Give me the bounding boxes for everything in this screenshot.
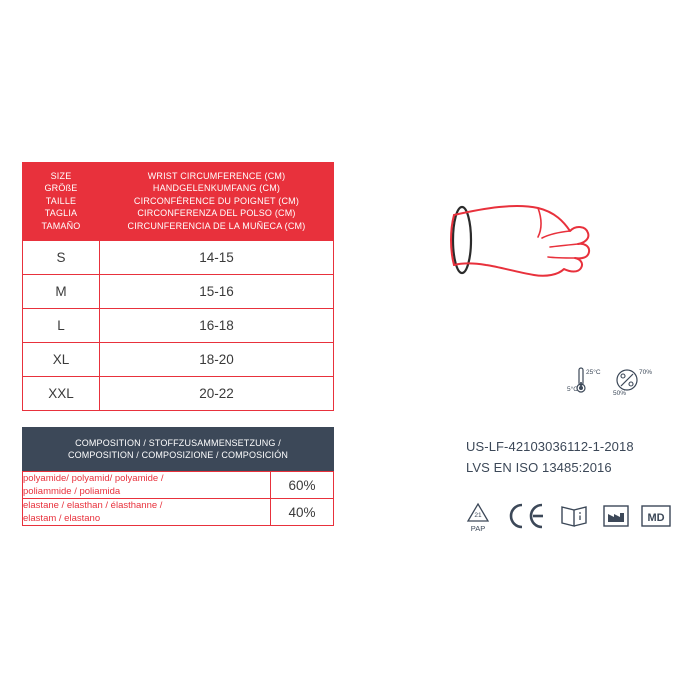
manufacturer-symbol: [604, 506, 628, 526]
measurement-value: 15-16: [100, 275, 334, 309]
wash-temperature-icon: [577, 368, 585, 392]
table-row: [23, 241, 334, 275]
header-right-line: CIRCONFÉRENCE DU POIGNET (CM): [133, 195, 300, 206]
composition-material-line: polyamide/ polyamid/ polyamide /: [23, 473, 164, 484]
header-right-line: HANDGELENKUMFANG (CM): [152, 183, 281, 194]
product-codes: [466, 436, 696, 478]
size-table-header-row: [23, 163, 334, 241]
table-row: [23, 472, 334, 499]
svg-text:PAP: PAP: [470, 524, 486, 533]
size-table-header-left: [23, 163, 100, 241]
composition-header-line: COMPOSITION / COMPOSIZIONE / COMPOSICIÓN: [67, 450, 288, 460]
hand-detail-icon: [550, 244, 578, 247]
size-value: XXL: [23, 377, 100, 411]
size-table-header-right: [100, 163, 334, 241]
size-value: L: [23, 309, 100, 343]
header-right-line: CIRCONFERENZA DEL POLSO (CM): [137, 208, 296, 219]
table-row: [23, 343, 334, 377]
svg-text:MD: MD: [647, 512, 665, 524]
hand-detail-icon: [548, 257, 575, 258]
hand-outline-icon: [454, 206, 589, 276]
composition-header-line: COMPOSITION / STOFFZUSAMMENSETZUNG /: [75, 437, 281, 448]
measurement-value: 14-15: [100, 241, 334, 275]
measurement-value: 18-20: [100, 343, 334, 377]
composition-material: [23, 499, 271, 526]
header-left-line: TAILLE: [45, 195, 77, 206]
consult-instructions-symbol: [562, 507, 586, 526]
table-row: [23, 309, 334, 343]
composition-header: [22, 427, 334, 471]
hand-illustration-svg: [430, 195, 620, 285]
care-icons-group: [565, 366, 685, 396]
standard-code: LVS EN ISO 13485:2016: [466, 460, 612, 475]
header-left-line: TAGLIA: [44, 208, 78, 219]
composition-header-text: [68, 437, 288, 462]
do-not-bleach-icon: [617, 370, 637, 390]
composition-material-line: elastam / elastano: [23, 513, 101, 524]
header-left-line: SIZE: [50, 171, 72, 181]
table-row: [23, 499, 334, 526]
size-value: S: [23, 241, 100, 275]
size-table: [22, 162, 334, 411]
care-icons-svg: [565, 366, 685, 396]
temperature-min-label: 5°C: [567, 386, 578, 393]
humidity-max-label: 70%: [639, 369, 653, 376]
regulatory-symbols-row: [464, 500, 684, 536]
header-left-line: GRÖßE: [44, 183, 78, 194]
humidity-min-label: 50%: [613, 390, 627, 396]
regulatory-symbols-svg: [464, 500, 684, 536]
composition-material: [23, 472, 271, 499]
svg-text:21: 21: [474, 512, 482, 519]
composition-percent: 40%: [271, 499, 334, 526]
table-row: [23, 377, 334, 411]
composition-percent: 60%: [271, 472, 334, 499]
measurement-value: 20-22: [100, 377, 334, 411]
pap-recycle-symbol: [468, 504, 488, 533]
hand-detail-icon: [542, 231, 570, 238]
size-value: XL: [23, 343, 100, 377]
hand-detail-icon: [538, 208, 541, 237]
composition-material-line: poliammide / poliamida: [23, 486, 121, 497]
wrist-measurement-illustration: [430, 195, 620, 285]
temperature-max-label: 25°C: [586, 369, 601, 376]
header-left-line: TAMAÑO: [41, 220, 81, 231]
measurement-value: 16-18: [100, 309, 334, 343]
size-value: M: [23, 275, 100, 309]
header-right-line: WRIST CIRCUMFERENCE (CM): [147, 171, 286, 181]
header-right-line: CIRCUNFERENCIA DE LA MUÑECA (CM): [127, 220, 306, 231]
table-row: [23, 275, 334, 309]
ce-mark-symbol: [511, 505, 543, 527]
composition-table: [22, 471, 334, 526]
medical-device-symbol: [642, 506, 670, 526]
composition-material-line: elastane / elasthan / élasthanne /: [23, 500, 163, 511]
reference-code: US-LF-42103036112-1-2018: [466, 439, 634, 454]
